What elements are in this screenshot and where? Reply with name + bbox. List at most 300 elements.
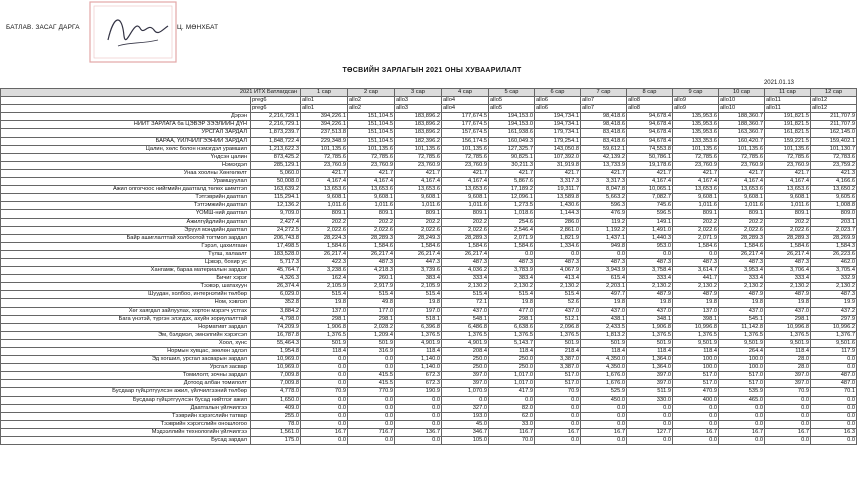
table-cell: 316.9 [348,348,395,356]
table-cell: 101,135.6 [348,145,395,153]
table-cell: 191,821.5 [765,113,811,121]
table-cell: 0.0 [301,404,348,412]
table-cell: 2,023.7 [811,226,857,234]
table-cell: 260.1 [348,275,395,283]
table-cell: 101,135.6 [765,145,811,153]
table-cell: 70.9 [765,388,811,396]
table-cell: 0.0 [811,364,857,372]
table-cell: allo2 [348,105,395,113]
table-row [1,145,857,153]
table-cell: 2,028.2 [348,323,395,331]
table-cell: 24,272.5 [251,226,301,234]
table-cell: 515.4 [442,291,489,299]
table-cell: 161,938.6 [489,129,535,137]
table-cell: 100.0 [673,356,719,364]
table-cell: allo4 [442,105,489,113]
table-cell: 421.7 [765,169,811,177]
table-cell: 0.0 [348,404,395,412]
table-cell: 0.0 [811,356,857,364]
table-cell: 4,067.9 [535,267,581,275]
table-cell: 0.0 [581,404,627,412]
table-cell: 9,608.1 [301,194,348,202]
table-cell: 348.1 [627,315,673,323]
table-cell: 501.9 [581,339,627,347]
table-cell: 0.0 [535,404,581,412]
table-row [1,291,857,299]
table-cell: 16.7 [535,428,581,436]
table-cell: 298.1 [301,315,348,323]
table-cell: 0.0 [581,437,627,445]
table-cell: Үндсэн цалин [1,153,251,161]
table-row [1,404,857,412]
table-cell: 2,105.9 [395,283,442,291]
table-cell: 9,608.1 [348,194,395,202]
table-cell: 0.0 [627,437,673,445]
table-cell: 518.1 [395,315,442,323]
table-cell: 2,427.4 [251,218,301,226]
table-cell: 19.8 [627,299,673,307]
table-cell: 517.0 [673,380,719,388]
table-cell: 400.0 [673,396,719,404]
header-cell: 7 сар [581,89,627,97]
table-cell: 163,360.7 [719,129,765,137]
table-cell: 0.0 [301,396,348,404]
table-cell: 19.8 [301,299,348,307]
table-cell: 1,906.8 [627,323,673,331]
table-cell: 0.0 [627,404,673,412]
table-cell: Ажилгүйдлийн даатгал [1,218,251,226]
table-cell: 151,104.5 [348,137,395,145]
table-cell: 159,221.5 [765,137,811,145]
table-row [1,396,857,404]
table-cell: 2,130.2 [719,283,765,291]
table-cell: 4,778.0 [251,388,301,396]
table-cell: 421.7 [535,169,581,177]
table-cell: 190.9 [395,388,442,396]
table-cell: 159,402.1 [811,137,857,145]
table-cell: 501.9 [627,339,673,347]
table-cell: 188,360.7 [719,113,765,121]
table-cell: 0.0 [765,437,811,445]
table-cell: 2,130.2 [811,283,857,291]
table-cell: 0.0 [348,412,395,420]
table-cell: 151,104.5 [348,129,395,137]
table-cell: 2,203.1 [581,283,627,291]
table-cell: Тээврийн хэрэгслийн татвар [1,412,251,420]
table-cell: 188,360.7 [719,121,765,129]
table-cell: Мэдээллийн технологийн үйлчилгээ [1,428,251,436]
table-cell: 421.7 [442,169,489,177]
table-cell: 1,008.8 [811,202,857,210]
table-row [1,437,857,445]
table-row [1,194,857,202]
table-cell: 157,674.5 [442,129,489,137]
table-cell: 13,733.9 [581,161,627,169]
table-cell: 0.0 [535,250,581,258]
table-cell: 70.9 [535,388,581,396]
table-cell: 298.1 [348,315,395,323]
table-cell: 45.0 [442,420,489,428]
table-cell: 16.7 [673,428,719,436]
table-cell: 127.7 [627,428,673,436]
table-cell: allo3 [395,97,442,105]
table-cell: 0.0 [301,420,348,428]
table-cell: Цэвэр, бохир ус [1,258,251,266]
table-cell: 1,584.6 [301,242,348,250]
table-cell: 437.0 [719,307,765,315]
table-row [1,331,857,339]
table-cell: 487.3 [765,258,811,266]
table-cell: Дэрэн [1,113,251,121]
table-cell: 1,584.6 [348,242,395,250]
table-cell: Шуудан, холбоо, интернэтийн төлбөр [1,291,251,299]
header-cell: 1 сар [301,89,348,97]
table-cell: 2,130.2 [627,283,673,291]
table-cell: 470.9 [673,388,719,396]
table-cell: 118.4 [673,348,719,356]
table-cell: 1,906.8 [301,323,348,331]
table-cell: allo6 [535,97,581,105]
table-cell: Бага үнэтэй, түргэн элэгдэх, ахуйн зориулалттай [1,315,251,323]
table-row [1,283,857,291]
table-cell: 12,096.1 [489,194,535,202]
table-cell: 26,217.4 [442,250,489,258]
table-cell: 5,060.0 [251,169,301,177]
table-cell: 809.1 [395,210,442,218]
table-cell: 101,130.7 [811,145,857,153]
table-cell: 0.0 [673,437,719,445]
table-cell: 0.0 [719,437,765,445]
table-cell: Ном, хэвлэл [1,299,251,307]
table-cell: 116.7 [489,428,535,436]
table-row [1,113,857,121]
table-cell: 1,584.6 [765,242,811,250]
table-cell: 450.0 [581,396,627,404]
table-cell: 1,213,622.3 [251,145,301,153]
table-cell: 487.3 [673,258,719,266]
table-row [1,218,857,226]
table-cell: 94,678.4 [627,137,673,145]
table-cell: 0.0 [765,420,811,428]
table-cell: 28,224.3 [301,234,348,242]
table-cell: 70.1 [811,388,857,396]
table-cell: 873,425.2 [251,153,301,161]
table-cell: 437.0 [581,307,627,315]
table-cell: 4,167.4 [719,178,765,186]
table-cell: 4,167.4 [348,178,395,186]
table-cell: 162.4 [301,275,348,283]
table-cell: 1,821.9 [535,234,581,242]
table-cell: Тээврийн хэрэгслийн оношлогоо [1,420,251,428]
table-cell: 1,584.3 [811,242,857,250]
table-cell: 0.0 [719,404,765,412]
table-cell: 26,217.4 [719,250,765,258]
table-cell: 417.9 [489,388,535,396]
table-cell: 515.4 [489,291,535,299]
table-cell: 4,798.0 [251,315,301,323]
table-cell: 6,638.6 [489,323,535,331]
table-cell: 9,501.6 [811,339,857,347]
table-cell: 255.0 [251,412,301,420]
table-cell: 548.1 [442,315,489,323]
table-cell: 16.7 [719,428,765,436]
header-cell: 2021 ИТХ Батлагдсан [1,89,301,97]
table-cell: 264.4 [719,348,765,356]
table-cell: 333.4 [719,275,765,283]
table-cell: 352.8 [251,299,301,307]
table-cell: 13,653.6 [673,186,719,194]
table-cell: 1,954.8 [251,348,301,356]
table-cell: 175.0 [251,437,301,445]
table-cell: 0.0 [301,437,348,445]
table-cell: 6,486.8 [442,323,489,331]
header-cell: 8 сар [627,89,673,97]
table-cell: 101,135.6 [442,145,489,153]
table-cell: 2,130.2 [535,283,581,291]
table-cell: 0.0 [719,412,765,420]
table-cell: Тээвэр, шатахуун [1,283,251,291]
table-cell: allo10 [719,97,765,105]
table-cell: allo6 [535,105,581,113]
table-cell: 2,216,729.1 [251,121,301,129]
table-cell: 421.7 [301,169,348,177]
table-cell: 115,294.1 [251,194,301,202]
table-cell: 72,785.6 [301,153,348,161]
table-cell: 118.4 [489,348,535,356]
table-cell: 16,787.8 [251,331,301,339]
table-cell: 28.0 [765,356,811,364]
table-cell: 398.1 [673,315,719,323]
table-row [1,129,857,137]
table-cell: 2,071.9 [673,234,719,242]
header-cell: 9 сар [673,89,719,97]
table-row [1,161,857,169]
table-cell: 487.3 [489,258,535,266]
table-cell: 211,707.9 [811,121,857,129]
table-cell: 194,734.1 [535,121,581,129]
table-cell: 2,022.6 [442,226,489,234]
table-cell: 3,783.9 [489,267,535,275]
table-cell: 2,130.2 [442,283,489,291]
table-cell: 2,546.4 [489,226,535,234]
table-row [1,169,857,177]
table-cell: allo5 [489,97,535,105]
table-cell: 12,136.2 [251,202,301,210]
table-cell: 160,049.3 [489,137,535,145]
table-cell: 101,135.6 [673,145,719,153]
table-cell: 105.0 [442,437,489,445]
table-cell: 1,376.5 [719,331,765,339]
table-cell: 1,017.0 [489,380,535,388]
table-row [1,307,857,315]
table-cell: 809.1 [442,210,489,218]
table-cell: 1,676.0 [581,380,627,388]
table-cell: 16.7 [581,428,627,436]
table-cell: 0.0 [627,420,673,428]
table-cell: 13,653.6 [395,186,442,194]
table-cell: 437.0 [627,307,673,315]
table-cell: 16.7 [301,428,348,436]
table-cell: 0.0 [301,356,348,364]
table-cell: 3,739.6 [395,267,442,275]
table-cell: 149.1 [627,218,673,226]
table-cell: 409.0 [251,404,301,412]
table-cell: 1,584.6 [489,242,535,250]
table-cell: 72,783.6 [811,153,857,161]
table-cell: 250.0 [442,364,489,372]
table-row [1,412,857,420]
table-cell: 0.0 [765,396,811,404]
table-cell: 26,217.4 [348,250,395,258]
table-cell: 0.0 [811,420,857,428]
table-cell: Урамшуулал [1,178,251,186]
table-cell: allo11 [765,97,811,105]
table-cell: 52.6 [535,299,581,307]
table-cell: 151,104.5 [348,121,395,129]
table-cell: 4,901.9 [442,339,489,347]
budget-table [0,88,857,445]
table-cell: 49.8 [348,299,395,307]
table-cell: 716.7 [348,428,395,436]
table-cell: 0.0 [395,404,442,412]
table-cell: 3,238.6 [301,267,348,275]
table-cell: 50,786.1 [627,153,673,161]
table-cell: 42,139.2 [581,153,627,161]
table-cell: 90,825.1 [489,153,535,161]
table-cell: 5,143.7 [489,339,535,347]
table-cell: 5,717.3 [251,258,301,266]
table-cell: 745.6 [627,202,673,210]
table-cell: 0.0 [301,364,348,372]
table-cell: 1,376.5 [442,331,489,339]
table-row [1,428,857,436]
table-row [1,178,857,186]
table-row [1,121,857,129]
table-cell: 1,011.6 [719,202,765,210]
table-cell: 3,943.9 [581,267,627,275]
table-cell: 72,785.6 [765,153,811,161]
table-cell: 1,676.0 [581,372,627,380]
table-cell: allo5 [489,105,535,113]
table-row [1,323,857,331]
table-cell: 438.1 [581,315,627,323]
table-cell: 0.0 [348,356,395,364]
table-cell: 517.0 [719,372,765,380]
table-cell: 70.0 [489,437,535,445]
table-cell: Бичиг хэрэг [1,275,251,283]
table-cell: 28,289.3 [765,234,811,242]
table-cell: 421.3 [811,169,857,177]
table-cell: allo1 [301,97,348,105]
table-cell: 9,608.1 [673,194,719,202]
table-cell: 3,706.4 [765,267,811,275]
table-cell: БАРАА, ҮЙЛЧИЛГЭЭНИЙ ЗАРДАЛ [1,137,251,145]
table-cell: 4,167.4 [442,178,489,186]
table-cell: 2,917.9 [348,283,395,291]
table-cell: 83,418.6 [581,137,627,145]
table-cell: 2,096.8 [535,323,581,331]
table-cell: 0.0 [301,380,348,388]
table-cell: 191,821.5 [765,121,811,129]
table-cell: 487.3 [627,258,673,266]
table-cell: 487.0 [811,372,857,380]
table-cell: 8,047.8 [581,186,627,194]
table-row [1,364,857,372]
table-cell: allo12 [811,105,857,113]
table-cell: 0.0 [442,396,489,404]
table-cell: 98,418.6 [581,121,627,129]
table-cell: 462.0 [811,258,857,266]
table-cell: 397.0 [627,372,673,380]
table-cell: 6,029.0 [251,291,301,299]
table-cell: 809.1 [673,210,719,218]
table-cell: 2,130.2 [765,283,811,291]
table-cell: 298.1 [765,315,811,323]
table-cell: 250.0 [489,364,535,372]
table-cell: 487.9 [765,291,811,299]
table-cell: 7,009.8 [251,372,301,380]
table-cell: 137.0 [673,307,719,315]
table-cell: 1,011.6 [765,202,811,210]
table-cell: 1,376.5 [395,331,442,339]
table-cell: 949.8 [581,242,627,250]
table-cell: 0.0 [489,396,535,404]
table-cell: 1,813.2 [581,331,627,339]
table-cell: 72,785.6 [348,153,395,161]
table-cell: Нормын хувцас, зөөлөн эдлэл [1,348,251,356]
table-cell: 28,269.9 [811,234,857,242]
table-cell: Нормативт зардал [1,323,251,331]
table-cell: 19.8 [673,299,719,307]
header-cell: 2 сар [348,89,395,97]
header-cell: 10 сар [719,89,765,97]
table-cell: 421.7 [673,169,719,177]
table-cell: 4,350.0 [581,364,627,372]
header-cell: 12 сар [811,89,857,97]
table-cell: 487.3 [348,258,395,266]
table-cell: 179,254.1 [535,137,581,145]
document-date: 2021.01.13 [763,80,794,86]
table-cell: 1,376.5 [673,331,719,339]
table-cell: 1,011.6 [301,202,348,210]
table-cell: 101,135.6 [301,145,348,153]
table-cell: 517.0 [535,380,581,388]
table-cell: 2,216,729.1 [251,113,301,121]
table-cell: 615.4 [581,275,627,283]
table-cell: Түлш, халаалт [1,250,251,258]
table-cell: 135,953.6 [673,129,719,137]
table-cell: 19.8 [719,299,765,307]
table-cell: 177,674.5 [442,121,489,129]
table-cell: Тэтгэмжийн даатгал [1,202,251,210]
table-cell [1,97,251,105]
table-cell: 1,364.0 [627,356,673,364]
table-cell: 94,678.4 [627,113,673,121]
table-cell: 4,167.4 [765,178,811,186]
table-cell: 672.3 [395,372,442,380]
table-cell: Бусдаар гүйцэтгүүлсэн ажил, үйлчилгээний төлбөр [1,388,251,396]
table-cell: 194,153.0 [489,121,535,129]
table-cell: allo12 [811,97,857,105]
table-cell: allo4 [442,97,489,105]
table-cell: allo7 [581,105,627,113]
table-cell: 0.0 [395,437,442,445]
table-cell: 33.0 [489,420,535,428]
table-cell: 5,663.2 [581,194,627,202]
table-cell [1,105,251,113]
table-cell: Цалин, хөлс болон нэмэгдэл урамшил [1,145,251,153]
table-cell: 535.9 [719,388,765,396]
